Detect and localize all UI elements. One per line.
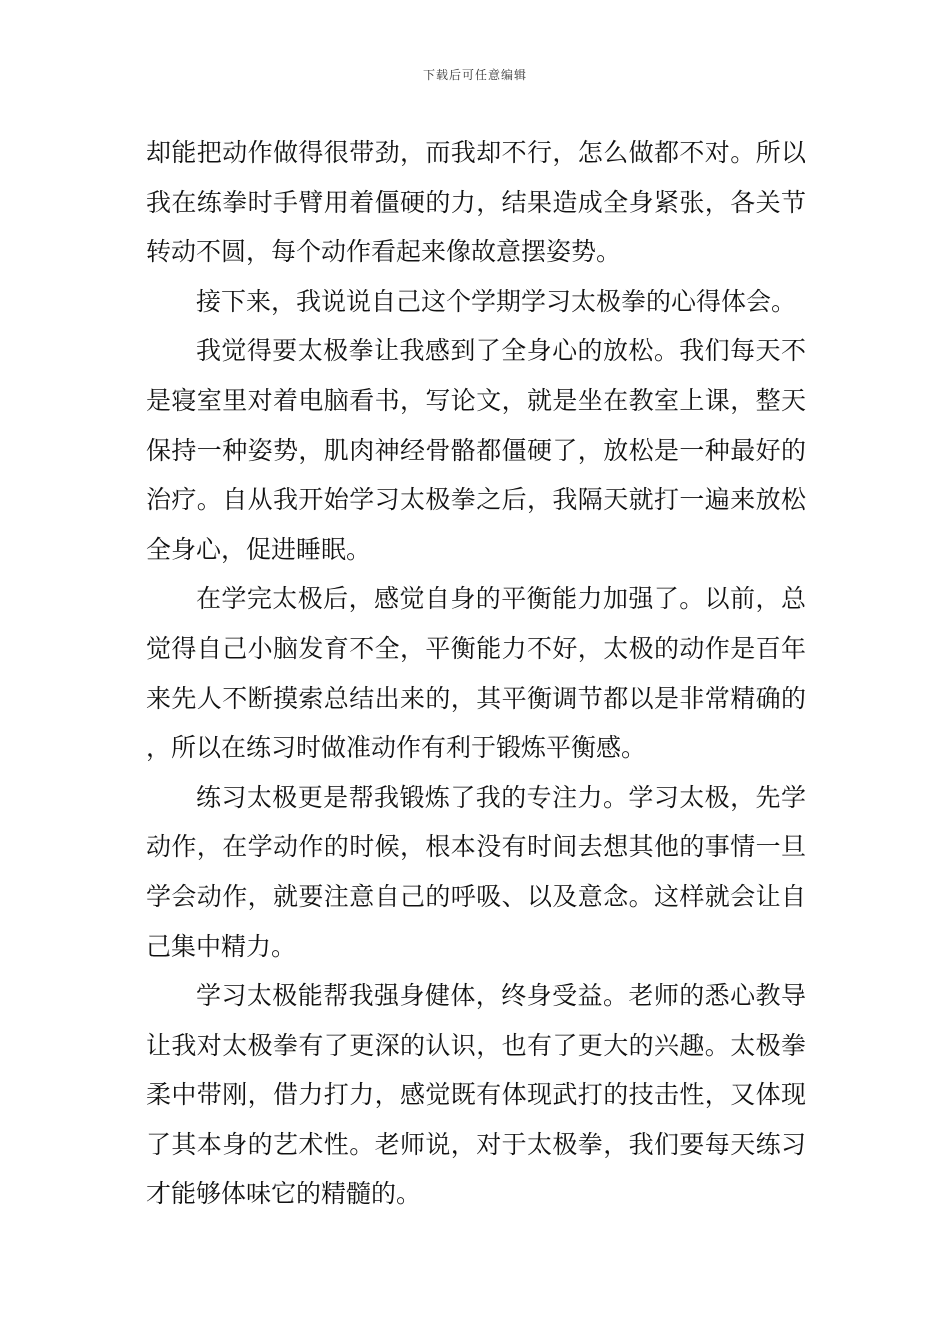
paragraph-5: 练习太极更是帮我锻炼了我的专注力。学习太极，先学动作，在学动作的时候，根本没有时间去想其他的事情一旦学会动作，就要注意自己的呼吸、以及意念。这样就会让自己集中精力。	[146, 782, 806, 961]
paragraph-4: 在学完太极后，感觉自身的平衡能力加强了。以前，总觉得自己小脑发育不全，平衡能力不好，太极的动作是百年来先人不断摸索总结出来的，其平衡调节都以是非常精确的，所以在练习时做准动作有利于锻炼平衡感。	[146, 584, 806, 763]
paragraph-2: 接下来，我说说自己这个学期学习太极拳的心得体会。	[196, 286, 797, 316]
paragraph-6: 学习太极能帮我强身健体，终身受益。老师的悉心教导让我对太极拳有了更深的认识，也有了更大的兴趣。太极拳柔中带刚，借力打力，感觉既有体现武打的技击性，又体现了其本身的艺术性。老师说，对于太极拳，我们要每天练习才能够体味它的精髓的。	[146, 981, 806, 1209]
document-body	[146, 128, 806, 1219]
paragraph-1: 却能把动作做得很带劲，而我却不行，怎么做都不对。所以我在练拳时手臂用着僵硬的力，结果造成全身紧张，各关节转动不圆，每个动作看起来像故意摆姿势。	[146, 138, 806, 267]
page-header-note: 下载后可任意编辑	[422, 68, 527, 82]
paragraph-3: 我觉得要太极拳让我感到了全身心的放松。我们每天不是寝室里对着电脑看书，写论文，就是坐在教室上课，整天保持一种姿势，肌肉神经骨骼都僵硬了，放松是一种最好的治疗。自从我开始学习太极拳之后，我隔天就打一遍来放松全身心，促进睡眠。	[146, 336, 806, 564]
